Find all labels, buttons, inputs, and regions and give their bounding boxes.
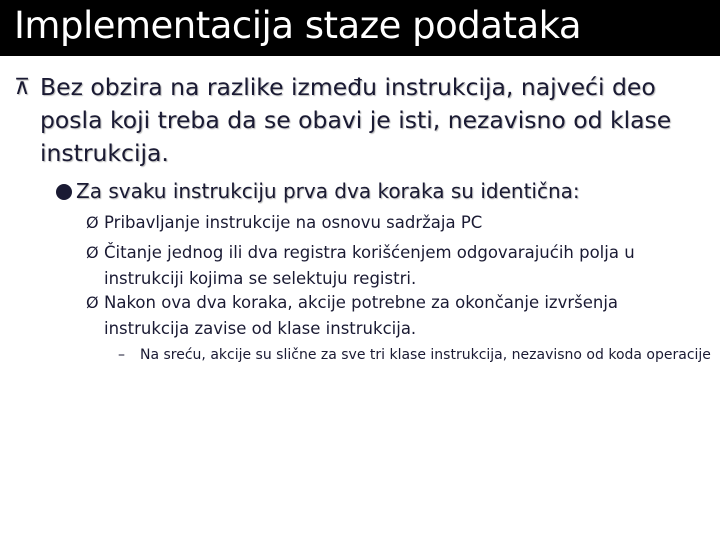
level3-text-3: Nakon ova dva koraka, akcije potrebne za okončanje izvršenja instrukcija zavise od klase instrukcija.: [104, 293, 619, 338]
level1-text: Bez obzira na razlike između instrukcija, najveći deo posla koji treba da se obavi je isti, nezavisno od klase instrukcija.: [40, 73, 672, 167]
level1-bullet-icon: ⊼: [14, 75, 31, 100]
level4-dash-icon: –: [118, 347, 125, 363]
level3-text-1: Pribavljanje instrukcije na osnovu sadržaja PC: [104, 213, 483, 232]
level3-bullet-icon: Ø: [86, 213, 99, 232]
level3-bullet-icon: Ø: [86, 243, 99, 262]
level3-bullet-icon: Ø: [86, 293, 99, 312]
level2-text: Za svaku instrukciju prva dva koraka su identična:: [76, 179, 580, 203]
level2-bullet-icon: [56, 184, 72, 200]
level4-text: Na sreću, akcije su slične za sve tri klase instrukcija, nezavisno od koda operacije: [140, 347, 711, 363]
title-bar: [0, 0, 720, 56]
slide-title: Implementacija staze podataka: [14, 4, 582, 47]
level3-text-2: Čitanje jednog ili dva registra korišćenjem odgovarajućih polja u instrukciji kojima se selektuju registri.: [104, 243, 635, 288]
